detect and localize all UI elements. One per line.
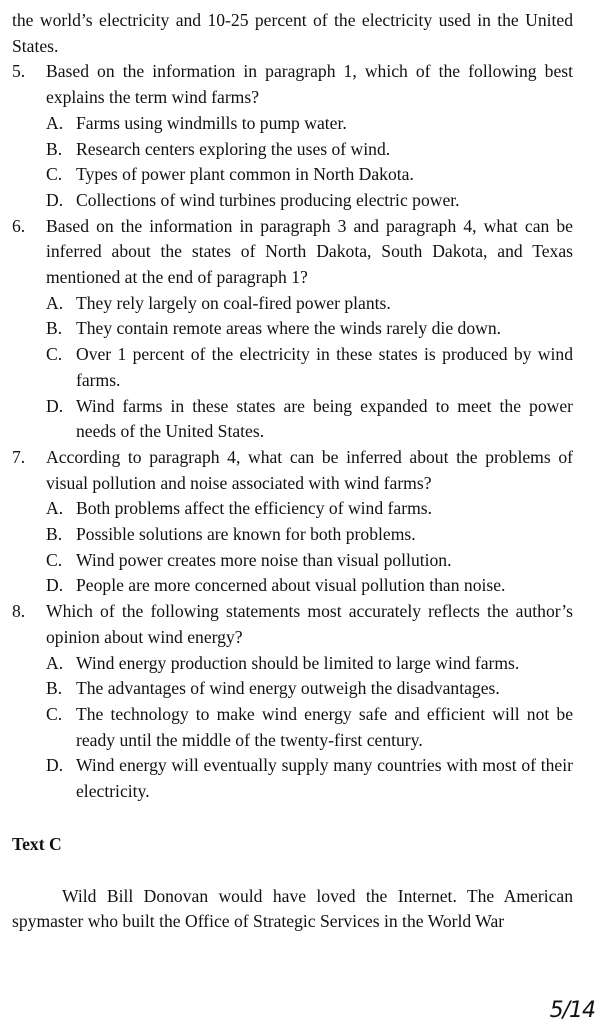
option-text: Collections of wind turbines producing electric power.	[76, 189, 460, 210]
option-letter: A.	[46, 652, 64, 673]
option-text: People are more concerned about visual pollution than noise.	[76, 575, 506, 596]
option-text: Wind power creates more noise than visual pollution.	[76, 549, 452, 570]
option-b	[46, 676, 573, 702]
option-text: The technology to make wind energy safe and efficient will not be ready until the middle of the twenty-first century.	[76, 703, 573, 750]
option-letter: A.	[46, 498, 64, 519]
question-5	[12, 59, 573, 213]
question-stem	[12, 599, 573, 650]
option-letter: C.	[46, 703, 63, 724]
question-stem	[12, 445, 573, 496]
question-number: 6.	[12, 215, 26, 236]
question-stem	[12, 59, 573, 110]
option-text: Types of power plant common in North Dakota.	[76, 164, 414, 185]
section-paragraph: Wild Bill Donovan would have loved the Internet. The American spymaster who built the Office of Strategic Services in the World War	[12, 885, 573, 932]
option-c	[46, 162, 573, 188]
option-a	[46, 496, 573, 522]
question-text: Based on the information in paragraph 3 and paragraph 4, what can be inferred about the states of North Dakota, South Dakota, and Texas mentioned at the end of paragraph 1?	[46, 215, 573, 288]
option-a	[46, 111, 573, 137]
option-letter: A.	[46, 112, 64, 133]
option-letter: C.	[46, 164, 63, 185]
option-text: Over 1 percent of the electricity in these states is produced by wind farms.	[76, 344, 573, 390]
question-number: 5.	[12, 61, 26, 82]
option-letter: D.	[46, 395, 64, 416]
option-c	[46, 702, 573, 753]
option-text: Wind energy will eventually supply many countries with most of their electricity.	[76, 755, 573, 802]
option-text: Possible solutions are known for both problems.	[76, 524, 416, 545]
option-text: They contain remote areas where the winds rarely die down.	[76, 318, 502, 339]
option-b	[46, 137, 573, 163]
intro-text: the world’s electricity and 10-25 percent of the electricity used in the United States.	[12, 10, 573, 56]
question-6	[12, 214, 573, 445]
option-c	[46, 548, 573, 574]
question-stem	[12, 214, 573, 291]
option-d	[46, 753, 573, 804]
option-d	[46, 188, 573, 214]
option-a	[46, 651, 573, 677]
option-text: Research centers exploring the uses of wind.	[76, 138, 391, 159]
option-text: They rely largely on coal-fired power plants.	[76, 292, 391, 313]
option-d	[46, 394, 573, 445]
option-b	[46, 522, 573, 548]
option-c	[46, 342, 573, 393]
section-heading: Text C	[12, 833, 62, 854]
question-text: Based on the information in paragraph 1, which of the following best explains the term wind farms?	[46, 61, 573, 108]
option-letter: C.	[46, 549, 63, 570]
question-7	[12, 445, 573, 599]
option-d	[46, 573, 573, 599]
page-number: 5/14	[549, 998, 595, 1024]
option-a	[46, 291, 573, 317]
option-letter: C.	[46, 344, 63, 365]
option-text: Wind farms in these states are being expanded to meet the power needs of the United States.	[76, 395, 573, 442]
question-number: 7.	[12, 446, 26, 467]
option-letter: D.	[46, 189, 64, 210]
option-letter: D.	[46, 755, 64, 776]
question-list	[12, 59, 573, 804]
question-text: According to paragraph 4, what can be inferred about the problems of visual pollution and noise associated with wind farms?	[46, 446, 573, 493]
option-text: Farms using windmills to pump water.	[76, 112, 347, 133]
option-b	[46, 316, 573, 342]
option-letter: B.	[46, 524, 63, 545]
option-text: The advantages of wind energy outweigh the disadvantages.	[76, 678, 500, 699]
option-letter: B.	[46, 138, 63, 159]
option-text: Both problems affect the efficiency of wind farms.	[76, 498, 432, 519]
question-text: Which of the following statements most accurately reflects the author’s opinion about wind energy?	[46, 601, 573, 647]
option-text: Wind energy production should be limited to large wind farms.	[76, 652, 520, 673]
option-letter: B.	[46, 318, 63, 339]
option-letter: B.	[46, 678, 63, 699]
question-number: 8.	[12, 601, 26, 622]
option-letter: D.	[46, 575, 64, 596]
option-letter: A.	[46, 292, 64, 313]
question-8	[12, 599, 573, 805]
